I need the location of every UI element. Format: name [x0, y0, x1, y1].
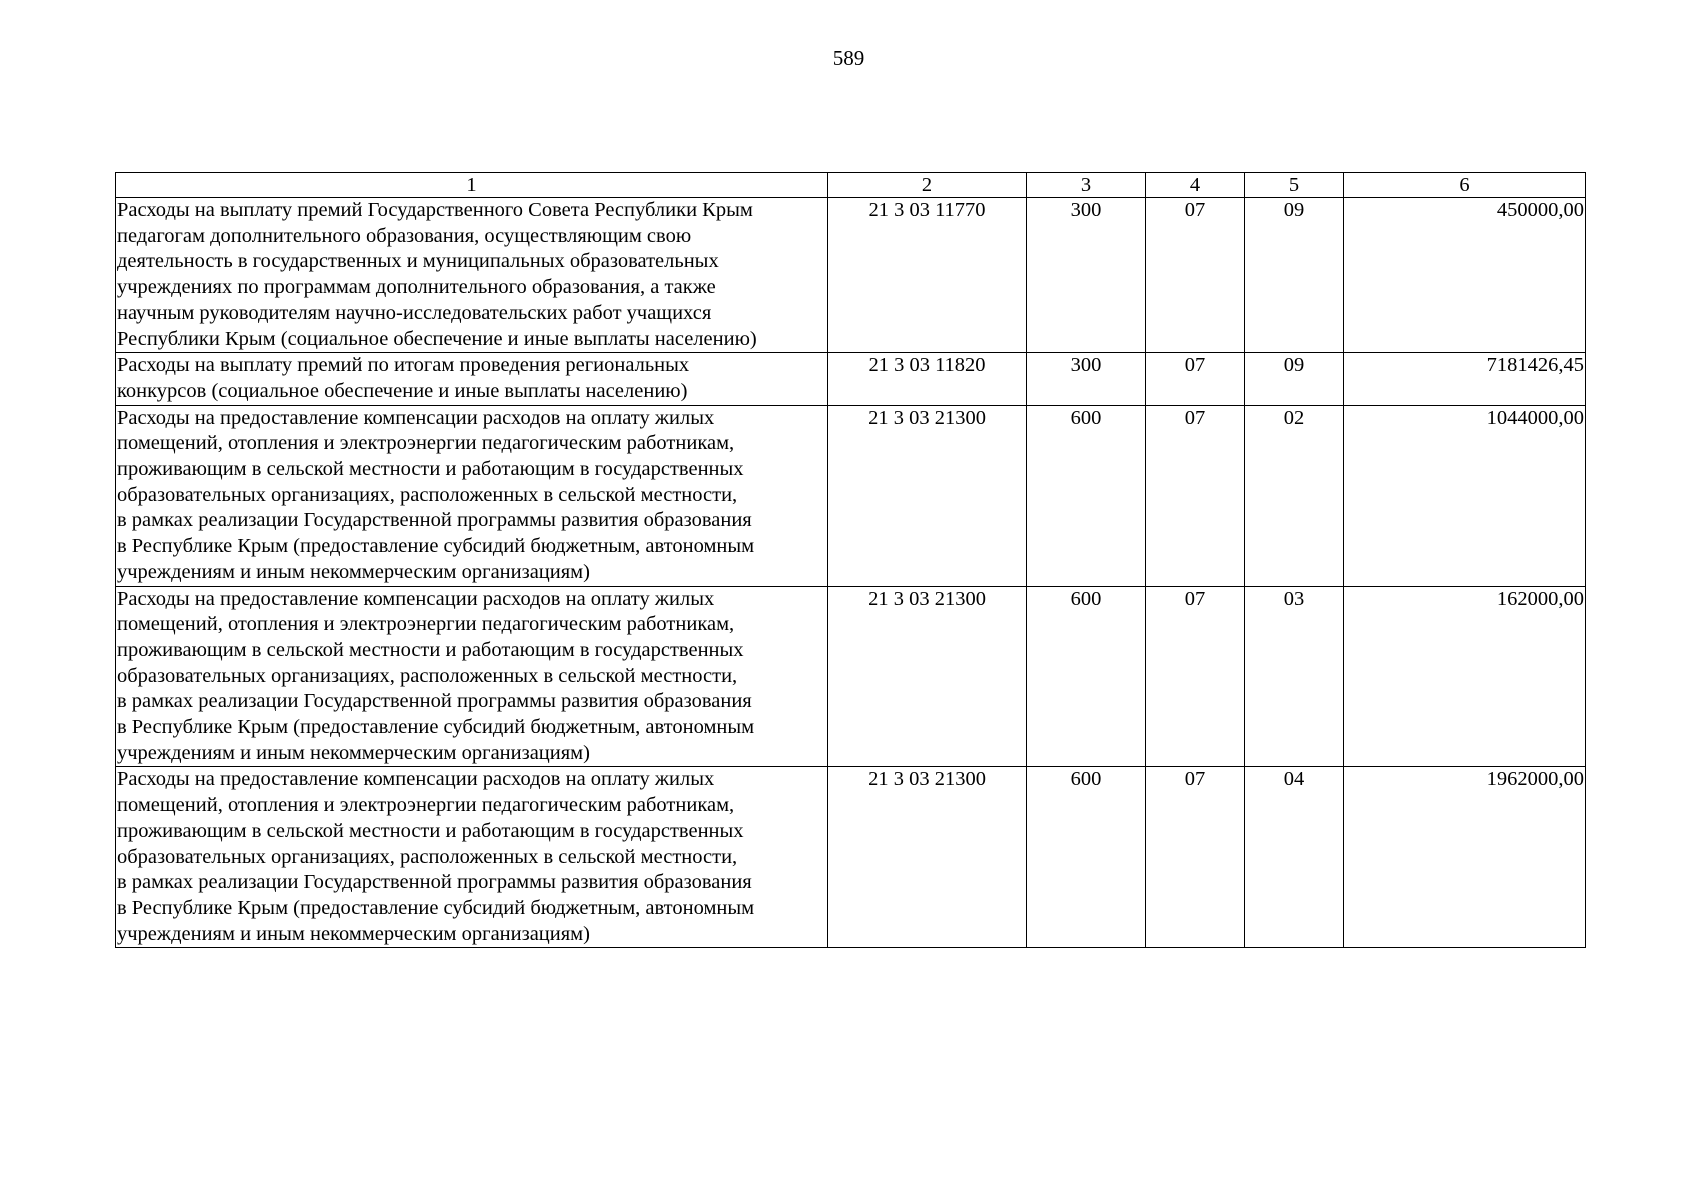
row-expense-type: 600	[1027, 586, 1146, 767]
table-row	[116, 405, 1586, 586]
row-subsection: 09	[1245, 198, 1344, 353]
row-amount: 1044000,00	[1344, 405, 1586, 586]
row-target-code: 21 3 03 21300	[828, 405, 1027, 586]
table-row	[116, 353, 1586, 405]
row-description: Расходы на предоставление компенсации расходов на оплату жилых помещений, отопления и электроэнергии педагогическим работникам, проживающим в сельской местности и работающим в государственных образовательных организациях, расположенных в сельской местности, в рамках реализации Государственной программы развития образования в Республике Крым (предоставление субсидий бюджетным, автономным учреждениям и иным некоммерческим организациям)	[116, 586, 828, 767]
column-header-3: 3	[1027, 173, 1146, 198]
row-amount: 450000,00	[1344, 198, 1586, 353]
row-subsection: 09	[1245, 353, 1344, 405]
row-section: 07	[1146, 198, 1245, 353]
row-target-code: 21 3 03 21300	[828, 767, 1027, 948]
row-expense-type: 300	[1027, 198, 1146, 353]
row-expense-type: 300	[1027, 353, 1146, 405]
row-description: Расходы на предоставление компенсации расходов на оплату жилых помещений, отопления и электроэнергии педагогическим работникам, проживающим в сельской местности и работающим в государственных образовательных организациях, расположенных в сельской местности, в рамках реализации Государственной программы развития образования в Республике Крым (предоставление субсидий бюджетным, автономным учреждениям и иным некоммерческим организациям)	[116, 405, 828, 586]
row-expense-type: 600	[1027, 767, 1146, 948]
column-header-2: 2	[828, 173, 1027, 198]
table-row	[116, 767, 1586, 948]
row-target-code: 21 3 03 11820	[828, 353, 1027, 405]
row-subsection: 04	[1245, 767, 1344, 948]
column-header-1: 1	[116, 173, 828, 198]
budget-table	[115, 172, 1586, 948]
row-description: Расходы на выплату премий Государственного Совета Республики Крым педагогам дополнительного образования, осуществляющим свою деятельность в государственных и муниципальных образовательных учреждениях по программам дополнительного образования, а также научным руководителям научно-исследовательских работ учащихся Республики Крым (социальное обеспечение и иные выплаты населению)	[116, 198, 828, 353]
row-amount: 1962000,00	[1344, 767, 1586, 948]
row-description: Расходы на выплату премий по итогам проведения региональных конкурсов (социальное обеспечение и иные выплаты населению)	[116, 353, 828, 405]
page-number: 589	[832, 46, 865, 70]
row-section: 07	[1146, 767, 1245, 948]
row-amount: 162000,00	[1344, 586, 1586, 767]
column-header-6: 6	[1344, 173, 1586, 198]
row-target-code: 21 3 03 21300	[828, 586, 1027, 767]
row-expense-type: 600	[1027, 405, 1146, 586]
row-section: 07	[1146, 353, 1245, 405]
table-header-row	[116, 173, 1586, 198]
row-amount: 7181426,45	[1344, 353, 1586, 405]
column-header-4: 4	[1146, 173, 1245, 198]
row-section: 07	[1146, 586, 1245, 767]
row-description: Расходы на предоставление компенсации расходов на оплату жилых помещений, отопления и электроэнергии педагогическим работникам, проживающим в сельской местности и работающим в государственных образовательных организациях, расположенных в сельской местности, в рамках реализации Государственной программы развития образования в Республике Крым (предоставление субсидий бюджетным, автономным учреждениям и иным некоммерческим организациям)	[116, 767, 828, 948]
row-target-code: 21 3 03 11770	[828, 198, 1027, 353]
table-row	[116, 586, 1586, 767]
table-row	[116, 198, 1586, 353]
column-header-5: 5	[1245, 173, 1344, 198]
row-subsection: 02	[1245, 405, 1344, 586]
row-section: 07	[1146, 405, 1245, 586]
row-subsection: 03	[1245, 586, 1344, 767]
